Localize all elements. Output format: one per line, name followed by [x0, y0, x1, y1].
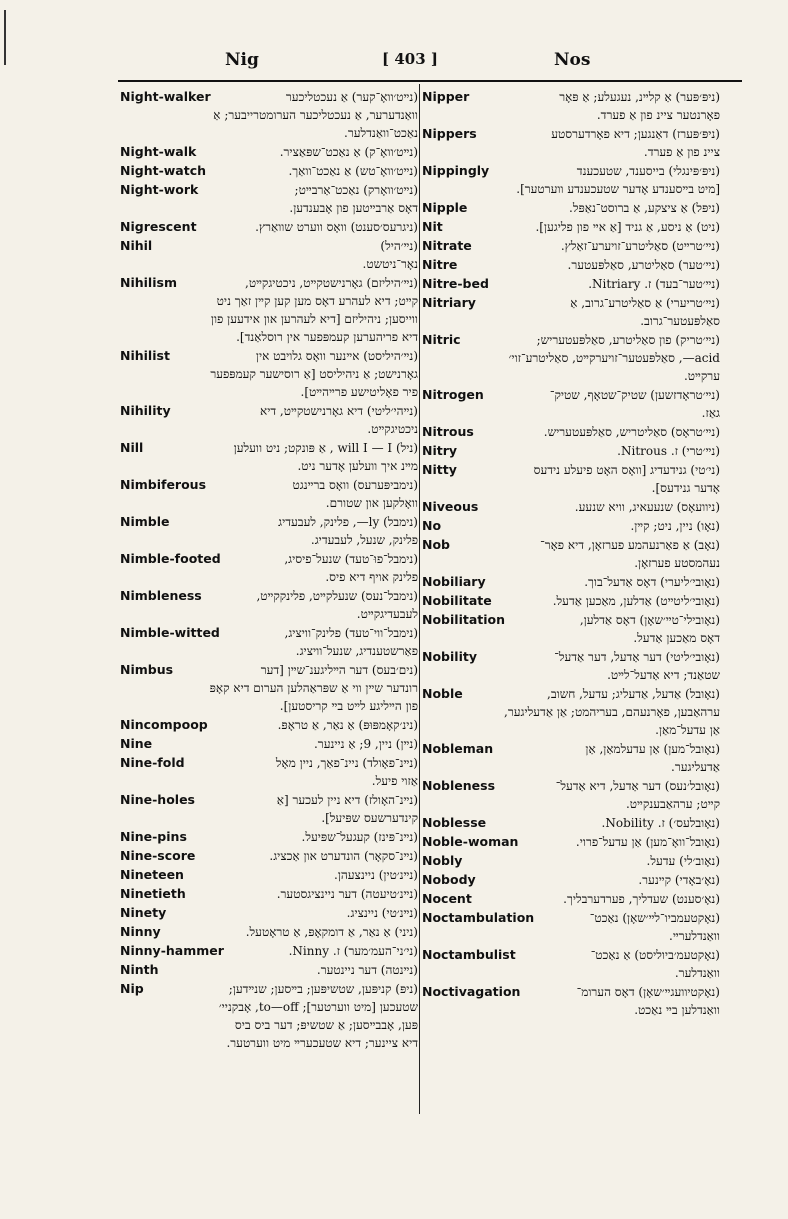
- dictionary-entry: [422, 237, 720, 255]
- definition-text: (נאָובי׳ליטײט) אַדלען, מאַכען אַדעל.: [552, 594, 720, 608]
- headword: Nipper: [422, 89, 470, 104]
- definition-text: (נימבל־נעס) שנעלקײט, פלינקקײט,: [256, 589, 418, 603]
- headword: Nitrogen: [422, 387, 484, 402]
- headword: Nine-score: [120, 848, 196, 863]
- dictionary-entry: [120, 218, 418, 236]
- definition-continuation: ערהאַבען, פאָרנעהם, בעריהמט; אַן אַדעליגער,: [504, 705, 720, 719]
- dictionary-entry: [422, 871, 720, 889]
- definition-continuation: וואַנדלער.: [674, 966, 720, 980]
- headword: Nimbleness: [120, 588, 202, 603]
- dictionary-entry: [120, 716, 418, 734]
- entry-head-line: [422, 517, 720, 535]
- definition-continuation: נאָר־ניטשט.: [362, 257, 418, 271]
- headword: Nobilitation: [422, 612, 506, 627]
- definition-text: (נימבל־ווי־טעד) פלינק־וויציג,: [284, 626, 418, 640]
- headword: Nob: [422, 537, 450, 552]
- headword: Nimble-witted: [120, 625, 220, 640]
- entry-head-line: [120, 754, 418, 772]
- headword: Ninny: [120, 924, 161, 939]
- definition-continuation: פלינק אויף דיא פיס.: [325, 570, 418, 584]
- entry-head-line: [422, 423, 720, 441]
- entry-head-line: [120, 218, 418, 236]
- headword: Nippingly: [422, 163, 490, 178]
- dictionary-entry: [422, 536, 720, 572]
- entry-head-line: [120, 402, 418, 420]
- dictionary-entry: [422, 294, 720, 330]
- headword: No: [422, 518, 442, 533]
- definition-continuation: אַן עדעל־מאַן.: [655, 723, 720, 737]
- definition-continuation: וואַנדלערײ.: [669, 929, 720, 943]
- entry-head-line: [422, 592, 720, 610]
- definition-continuation: דאָס אַרבײטען פון אָבענדען.: [289, 201, 418, 215]
- dictionary-entry: [422, 983, 720, 1019]
- headword: Nimbiferous: [120, 477, 207, 492]
- definition-text: (נאָ׳באָדי) קײנער.: [638, 873, 720, 887]
- headword: Nobleman: [422, 741, 494, 756]
- headword: Nine-holes: [120, 792, 195, 807]
- entry-head-line: [422, 461, 720, 479]
- headword: Night-walk: [120, 144, 197, 159]
- headword: Nocent: [422, 891, 472, 906]
- entry-head-line: [120, 735, 418, 753]
- entry-head-line: [422, 386, 720, 404]
- entry-head-line: [422, 294, 720, 312]
- definition-continuation: קײט; ערהאַבענקײט.: [625, 797, 720, 811]
- definition-continuation: פּען, אָבבײסען; אַ שטשיפּ; דער ביס ביס: [234, 1018, 418, 1032]
- entry-head-line: [422, 611, 720, 629]
- entry-head-line: [422, 331, 720, 349]
- definition-text: (נײ׳היליזם) גאָרנישטקײט, ניכטיגקײט,: [245, 276, 418, 290]
- definition-text: (ניוועאָס) שנעעאיג, וויא שנעע.: [574, 500, 720, 514]
- headword: Nit: [422, 219, 443, 234]
- entry-head-line: [422, 814, 720, 832]
- dictionary-entry: [120, 923, 418, 941]
- definition-text: (נײנ׳טיעטה) דער ניינציגסטער.: [276, 887, 418, 901]
- dictionary-entry: [422, 331, 720, 385]
- dictionary-entry: [120, 237, 418, 273]
- definition-text: (נײנטה) דער ניינטער.: [316, 963, 418, 977]
- dictionary-entry: [422, 833, 720, 851]
- entry-head-line: [120, 828, 418, 846]
- entry-head-line: [422, 833, 720, 851]
- definition-text: (נאָובי׳ליטי) דער אַדעל, דער אַדעל־: [554, 650, 720, 664]
- definition-continuation: אַזוי פיעל.: [371, 774, 418, 788]
- dictionary-entry: [120, 143, 418, 161]
- definition-text: (נײנ־פּינז) קעגעל־שפּיעל.: [301, 830, 418, 844]
- definition-continuation: דיא פריהערען קעמפּפער אין רוסלאַנד].: [236, 330, 418, 344]
- entry-head-line: [120, 661, 418, 679]
- dictionary-entry: [120, 904, 418, 922]
- headword: Nitriary: [422, 295, 476, 310]
- dictionary-entry: [422, 442, 720, 460]
- definition-continuation: קײט; דיא לעהרע דאָס מען קען קײן זאַך ניט: [216, 294, 418, 308]
- headword: Nincompoop: [120, 717, 208, 732]
- definition-text: (ני׳טי) גנידעדיג [וואָס האָט פיעלע נידעס: [533, 463, 720, 477]
- definition-text: (נײ׳טראָס) סאַליטריש, סאַלפּעטעריש.: [543, 425, 720, 439]
- dictionary-entry: [120, 402, 418, 438]
- headword: Nihil: [120, 238, 153, 253]
- headword: Nobilitate: [422, 593, 492, 608]
- definition-text: (נײנ׳טי) ניינציג.: [346, 906, 418, 920]
- dictionary-entry: [422, 218, 720, 236]
- definition-continuation: וואַנדערער, אַ נעכטליכער הערומטרייבער; אַ: [213, 108, 418, 122]
- definition-text: (ניפּ׳פּערז) דאַנגען; דיא פאָרדערסטע: [551, 127, 720, 141]
- entry-head-line: [422, 852, 720, 870]
- definition-text: (נײן) ניין, 9; אַ ניינער.: [313, 737, 418, 751]
- entry-head-line: [422, 573, 720, 591]
- dictionary-entry: [422, 852, 720, 870]
- dictionary-entry: [120, 828, 418, 846]
- entry-head-line: [120, 942, 418, 960]
- definition-text: (נאָקטעמ׳ביוליסט) אַ נאַכט־: [590, 948, 720, 962]
- column-divider: [419, 84, 420, 1114]
- dictionary-entry: [120, 162, 418, 180]
- dictionary-entry: [422, 498, 720, 516]
- headword: Nitric: [422, 332, 461, 347]
- dictionary-entry: [120, 624, 418, 660]
- entry-head-line: [120, 439, 418, 457]
- headword: Ninety: [120, 905, 167, 920]
- definition-text: (ניפּ׳פּער) אַ קלײנ, נעגעלע; אַ פּאָר: [559, 90, 720, 104]
- definition-text: (נאָו) ניין, ניט; קײן.: [630, 519, 720, 533]
- definition-text: (ניפּ׳פּינגלי) בייסענד, שטעכענד: [576, 164, 720, 178]
- headword: Ninetieth: [120, 886, 186, 901]
- entry-head-line: [422, 890, 720, 908]
- headword: Night-work: [120, 182, 199, 197]
- definition-continuation: נאַכט־וואַנדלער.: [344, 126, 418, 140]
- definition-text: (נאָובל־וואָ־מען) אַן עדעל־פרוי.: [575, 835, 720, 849]
- entry-head-line: [120, 88, 418, 106]
- headword: Nine-fold: [120, 755, 185, 770]
- headword: Nitrous: [422, 424, 474, 439]
- definition-continuation: ניכטיגקײט.: [367, 422, 418, 436]
- dictionary-entry: [120, 961, 418, 979]
- dictionary-entry: [120, 980, 418, 1052]
- definition-text: (נים׳בעס) דער הײליגענ־שײן [דער: [260, 663, 418, 677]
- definition-continuation: דיא ציינער; דיא שטעכערײ מיט ווערטער.: [226, 1036, 418, 1050]
- definition-text: (נײ׳היל): [380, 239, 418, 253]
- definition-continuation: פאַרשטענדיג, שנעל־וויציג.: [295, 644, 418, 658]
- entry-head-line: [120, 162, 418, 180]
- definition-text: (נײ׳טער־בעד) ז. Nitriary.: [588, 277, 720, 291]
- definition-text: (ניפּ) קניפּען, שטשיפּען; בײסען; שנײדען;: [228, 982, 418, 996]
- entry-head-line: [422, 740, 720, 758]
- dictionary-entry: [120, 513, 418, 549]
- headword: Nitrate: [422, 238, 472, 253]
- headword: Noble: [422, 686, 463, 701]
- dictionary-entry: [120, 754, 418, 790]
- margin-mark: [4, 10, 6, 65]
- dictionary-entry: [120, 347, 418, 401]
- definition-continuation: שטעכען [מיט ווערטער]; to—off, אָבקניי׳: [218, 1000, 418, 1014]
- dictionary-entry: [422, 256, 720, 274]
- dictionary-entry: [120, 181, 418, 217]
- entry-head-line: [120, 347, 418, 365]
- headword: Nihilist: [120, 348, 170, 363]
- dictionary-entry: [120, 439, 418, 475]
- dictionary-entry: [120, 476, 418, 512]
- header-right-guideword: Nos: [554, 50, 591, 70]
- definition-text: (נײ׳טראָדזשען) שטיק־שטאָף, שטיק־: [549, 388, 720, 402]
- dictionary-entry: [422, 573, 720, 591]
- headword: Nineteen: [120, 867, 184, 882]
- definition-continuation: לעבעדיגקײט.: [356, 607, 418, 621]
- definition-continuation: פלינק, שנעל, לעבעדיג.: [310, 533, 418, 547]
- dictionary-entry: [120, 847, 418, 865]
- headword: Nobly: [422, 853, 463, 868]
- headword: Nihilism: [120, 275, 177, 290]
- dictionary-entry: [422, 946, 720, 982]
- definition-text: (נײט׳וואָרק) נאַכט־אַרבײט;: [294, 183, 418, 197]
- entry-head-line: [120, 143, 418, 161]
- headword: Noble-woman: [422, 834, 519, 849]
- definition-text: (נײ׳טריק) פון סאַליטרע, סאַלפּעטעריש;: [536, 333, 720, 347]
- headword: Night-watch: [120, 163, 207, 178]
- definition-text: (נאָובל׳נעס) דער אַדעל, דיא אַדעל־: [555, 779, 720, 793]
- entry-head-line: [120, 274, 418, 292]
- headword: Nitry: [422, 443, 458, 458]
- dictionary-entry: [120, 942, 418, 960]
- header-left-guideword: Nig: [225, 50, 259, 70]
- headword: Noblesse: [422, 815, 487, 830]
- entry-head-line: [120, 237, 418, 255]
- definition-text: (נײ׳טריערי) אַ סאַליטרע־גרוב, אַ: [570, 296, 720, 310]
- entry-head-line: [120, 904, 418, 922]
- definition-text: (נאָובלעס׳) ז. Nobility.: [601, 816, 720, 830]
- definition-text: (נײ׳טרײט) סאַליטרע־זויערע־זאַלץ.: [560, 239, 720, 253]
- definition-continuation: אַדעליגער.: [671, 760, 720, 774]
- dictionary-entry: [120, 88, 418, 142]
- headword: Nobody: [422, 872, 476, 887]
- definition-continuation: דאָס מאַכען אַדעל.: [633, 631, 720, 645]
- dictionary-entry: [120, 550, 418, 586]
- page-number: [ 403 ]: [382, 50, 438, 68]
- headword: Nip: [120, 981, 144, 996]
- entry-head-line: [120, 961, 418, 979]
- definition-text: (נאָ׳סענט) שעדליך, פערדערבליך.: [563, 892, 720, 906]
- definition-continuation: פאָרנטער ציינ פון אַ פערד.: [596, 108, 720, 122]
- headword: Nimble-footed: [120, 551, 221, 566]
- headword: Nitty: [422, 462, 457, 477]
- dictionary-entry: [422, 162, 720, 198]
- dictionary-entry: [422, 461, 720, 497]
- headword: Nimble: [120, 514, 170, 529]
- headword: Nigrescent: [120, 219, 197, 234]
- definition-text: (ניני) אַ נאַר, אַ דומקאָפּ, אַ טראָטעל.: [245, 925, 418, 939]
- definition-continuation: ווייסען; ניהיליזם [דיא לעהרען און אידעען פון: [210, 312, 418, 326]
- entry-head-line: [120, 550, 418, 568]
- definition-continuation: acid—, סאַלפּעטער־זויערקײט, סאַליטרע־זוי׳: [508, 351, 720, 365]
- left-column: [120, 88, 418, 1053]
- entry-head-line: [120, 885, 418, 903]
- entry-head-line: [120, 476, 418, 494]
- headword: Nine: [120, 736, 153, 751]
- entry-head-line: [422, 685, 720, 703]
- entry-head-line: [120, 923, 418, 941]
- dictionary-entry: [120, 274, 418, 346]
- dictionary-entry: [422, 125, 720, 161]
- definition-continuation: מײנ איך וועלען אָדער ניט.: [297, 459, 418, 473]
- definition-text: (נאָובי׳ליערי) דאָס אַדעל־בוך.: [584, 575, 720, 589]
- dictionary-entry: [422, 909, 720, 945]
- headword: Ninny-hammer: [120, 943, 224, 958]
- definition-text: (ניפּל) אַ ציצקע, אַ ברוסט־נאַפּל.: [569, 201, 720, 215]
- definition-text: (ני׳ני־העמ׳מער) ז. Ninny.: [288, 944, 418, 958]
- definition-text: (נײ׳טרי) ז. Nitrous.: [617, 444, 720, 458]
- headword: Nitre-bed: [422, 276, 489, 291]
- entry-head-line: [120, 181, 418, 199]
- headword: Nitre: [422, 257, 458, 272]
- definition-continuation: גאָרנישט; אַ ניהיליסט [אַ רוסישער קעמפּפער: [210, 367, 418, 381]
- definition-text: (ניל) will I — I , אַ פּונקט; ניט וועלען: [233, 441, 418, 455]
- definition-text: (נײנ־סקאָר) הונדערט און אַכציג.: [269, 849, 418, 863]
- headword: Nill: [120, 440, 144, 455]
- headword: Nihility: [120, 403, 171, 418]
- dictionary-entry: [422, 275, 720, 293]
- dictionary-entry: [120, 885, 418, 903]
- headword: Nine-pins: [120, 829, 187, 844]
- entry-head-line: [422, 199, 720, 217]
- headword: Ninth: [120, 962, 159, 977]
- definition-continuation: רונדער שײן ווי אַ שפּראַהלען הערום דיא קאָפּ: [209, 681, 418, 695]
- definition-text: (נאָובל־מען) אַן עדעלמאַן, אַן: [585, 742, 720, 756]
- headword: Night-walker: [120, 89, 211, 104]
- definition-continuation: ציינ פון אַ פערד.: [643, 145, 720, 159]
- entry-head-line: [422, 909, 720, 927]
- entry-head-line: [422, 218, 720, 236]
- definition-text: (נײט׳וואָ־ק) אַ נאַכט־שפּאַציר.: [279, 145, 418, 159]
- definition-text: (נײנ־פאָולד) ניינ־פאַך, ניין מאָל: [275, 756, 418, 770]
- definition-text: (נײ׳היליסט) אײנער וואָס גלויבט אין: [255, 349, 418, 363]
- dictionary-entry: [422, 423, 720, 441]
- definition-text: (נינ׳קאָמפּוּפּ) אַ נאַר, אַ טראָפּ.: [277, 718, 418, 732]
- dictionary-entry: [422, 386, 720, 422]
- entry-head-line: [422, 442, 720, 460]
- definition-text: (נאָב) אַ פאַרנעהמע פערזאָן, דיא פאָר־: [540, 538, 720, 552]
- entry-head-line: [120, 513, 418, 531]
- definition-continuation: וואָלקען און שטורם.: [325, 496, 418, 510]
- headword: Nobility: [422, 649, 477, 664]
- entry-head-line: [422, 536, 720, 554]
- definition-text: (נײנ׳טין) ניינצעהן.: [333, 868, 418, 882]
- dictionary-entry: [120, 735, 418, 753]
- entry-head-line: [422, 983, 720, 1001]
- entry-head-line: [422, 162, 720, 180]
- definition-text: (ניגרעס׳סענט) וואָס ווערט שוואַרץ.: [255, 220, 418, 234]
- headword: Nobleness: [422, 778, 496, 793]
- headword: Nobiliary: [422, 574, 486, 589]
- entry-head-line: [120, 791, 418, 809]
- dictionary-entry: [422, 611, 720, 647]
- entry-head-line: [120, 980, 418, 998]
- headword: Nippers: [422, 126, 477, 141]
- header-rule: [118, 80, 742, 82]
- definition-text: (נאָקטיוועגײ׳שאָן) דאָס הערומ־: [576, 985, 720, 999]
- entry-head-line: [422, 125, 720, 143]
- dictionary-entry: [422, 199, 720, 217]
- dictionary-entry: [422, 592, 720, 610]
- headword: Nimbus: [120, 662, 174, 677]
- definition-continuation: פיר פאָליטישע פרײהײט].: [300, 385, 418, 399]
- dictionary-entry: [422, 814, 720, 832]
- entry-head-line: [422, 871, 720, 889]
- entry-head-line: [422, 237, 720, 255]
- definition-continuation: שטאַנד; דיא אַדעל־לײט.: [607, 668, 720, 682]
- definition-text: (נאָקטעמביו־לײ׳שאָן) נאַכט־: [589, 911, 720, 925]
- definition-text: (נײהי׳ליטי) דיא גאָרנישטקײט, דיא: [260, 404, 418, 418]
- definition-continuation: נעהמסטע פערזאָן.: [634, 556, 720, 570]
- entry-head-line: [422, 88, 720, 106]
- entry-head-line: [422, 256, 720, 274]
- definition-text: (נאָובילי־טײ׳שאָן) דאָס אַדלען,: [579, 613, 720, 627]
- definition-text: (נימביפּערעס) וואָס ברײנגט: [292, 478, 418, 492]
- entry-head-line: [120, 847, 418, 865]
- definition-continuation: סאַלפּעטער־גרוב.: [640, 314, 720, 328]
- definition-continuation: גאַז.: [701, 406, 720, 420]
- dictionary-entry: [120, 587, 418, 623]
- definition-continuation: אָדער גנידעס].: [651, 481, 720, 495]
- definition-continuation: פון הײליגע לײט בײ קריסטען].: [279, 699, 418, 713]
- dictionary-entry: [422, 890, 720, 908]
- definition-continuation: [מיט בײסענדע אָדער שטעכענדע ווערטער].: [516, 182, 720, 196]
- entry-head-line: [422, 946, 720, 964]
- headword: Noctambulation: [422, 910, 535, 925]
- dictionary-entry: [422, 88, 720, 124]
- definition-continuation: וואַנדלען בײ נאַכט.: [634, 1003, 720, 1017]
- definition-text: (נײ׳טער) סאַליטרע, סאַלפּעטער.: [567, 258, 720, 272]
- dictionary-entry: [422, 517, 720, 535]
- definition-text: (נאָובל) אַדעל, אַדעליג; עדעל, חשוב,: [547, 687, 720, 701]
- dictionary-entry: [422, 648, 720, 684]
- entry-head-line: [422, 498, 720, 516]
- definition-continuation: קינדערשעס שפּיעל].: [321, 811, 418, 825]
- right-column: [422, 88, 720, 1020]
- entry-head-line: [120, 624, 418, 642]
- definition-text: (נימבל) ly—, פלינק, לעבעדיג: [278, 515, 418, 529]
- definition-text: (נײט׳וואָ־קער) אַ נעכטליכער: [285, 90, 418, 104]
- entry-head-line: [422, 648, 720, 666]
- page-header: [120, 50, 738, 76]
- dictionary-entry: [422, 777, 720, 813]
- headword: Niveous: [422, 499, 479, 514]
- definition-text: (נימבל־פוּ־טעד) שנעל־פיסיג,: [284, 552, 418, 566]
- entry-head-line: [120, 587, 418, 605]
- entry-head-line: [120, 716, 418, 734]
- entry-head-line: [120, 866, 418, 884]
- definition-continuation: ערקײט.: [683, 369, 720, 383]
- definition-text: (ניט) אַ ניסע, אַ גניד [אַ אײ פון פליגען].: [535, 220, 720, 234]
- dictionary-entry: [120, 791, 418, 827]
- headword: Noctivagation: [422, 984, 521, 999]
- entry-head-line: [422, 275, 720, 293]
- headword: Noctambulist: [422, 947, 516, 962]
- headword: Nipple: [422, 200, 468, 215]
- entry-head-line: [422, 777, 720, 795]
- dictionary-entry: [422, 740, 720, 776]
- dictionary-entry: [422, 685, 720, 739]
- definition-text: (נײנ־האָולז) דיא ניין לעכער [אַ: [276, 793, 418, 807]
- dictionary-entry: [120, 661, 418, 715]
- dictionary-entry: [120, 866, 418, 884]
- definition-text: (נאָוב׳לי) עדעל.: [646, 854, 720, 868]
- definition-text: (נײט׳וואָ־טש) אַ נאַכט־וואַך.: [288, 164, 418, 178]
